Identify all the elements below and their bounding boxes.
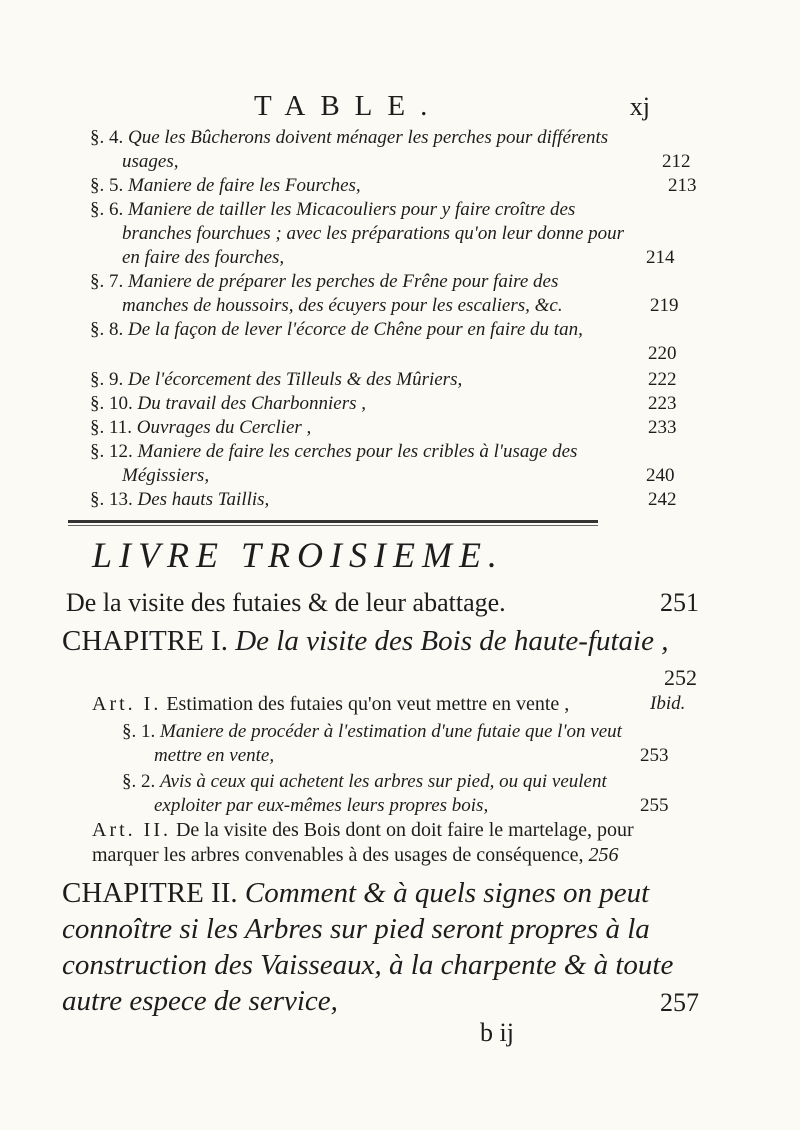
folio: xj: [629, 92, 650, 121]
page-number: 222: [648, 369, 677, 390]
toc-entry-cont: en faire des fourches,: [122, 247, 285, 268]
chapter-heading-cont: construction des Vaisseaux, à la charpente & à toute: [62, 949, 674, 981]
toc-entry: §. 5. Maniere de faire les Fourches,: [90, 175, 361, 196]
toc-entry-cont: Mégissiers,: [122, 465, 210, 486]
chapter-heading-cont: autre espece de service,: [62, 985, 338, 1017]
page-number: 255: [640, 795, 669, 816]
toc-entry: §. 2. Avis à ceux qui achetent les arbres sur pied, ou qui veulent: [122, 771, 607, 792]
double-rule-thin: [68, 525, 598, 526]
running-title: TABLE.: [254, 90, 443, 122]
toc-entry-cont: usages,: [122, 151, 179, 172]
article-entry: Art. I. Estimation des futaies qu'on veut mettre en vente ,: [92, 693, 570, 715]
page-number: 251: [660, 588, 699, 617]
toc-entry: §. 4. Que les Bûcherons doivent ménager les perches pour différents: [90, 127, 609, 148]
article-entry: Art. II. De la visite des Bois dont on doit faire le martelage, pour: [92, 819, 634, 841]
toc-entry: §. 7. Maniere de préparer les perches de Frêne pour faire des: [90, 271, 559, 292]
toc-entry-cont: mettre en vente,: [154, 745, 275, 766]
signature-mark: b ij: [480, 1018, 514, 1047]
toc-entry: §. 1. Maniere de procéder à l'estimation d'une futaie que l'on veut: [122, 721, 622, 742]
page-number: 257: [660, 988, 699, 1017]
toc-entry-cont: exploiter par eux-mêmes leurs propres bois,: [154, 795, 489, 816]
page-number: 242: [648, 489, 677, 510]
page-number: 223: [648, 393, 677, 414]
toc-entry-cont: branches fourchues ; avec les préparations qu'on leur donne pour: [122, 223, 625, 244]
toc-entry: §. 11. Ouvrages du Cerclier ,: [90, 417, 312, 438]
book-heading: LIVRE TROISIEME.: [92, 535, 504, 575]
toc-entry: §. 6. Maniere de tailler les Micacouliers pour y faire croître des: [90, 199, 576, 220]
page-number: 233: [648, 417, 677, 438]
chapter-heading: CHAPITRE I. De la visite des Bois de haute-futaie ,: [62, 625, 669, 657]
page-number: 220: [648, 343, 677, 364]
toc-entry: §. 9. De l'écorcement des Tilleuls & des Mûriers,: [90, 369, 463, 390]
toc-entry: §. 13. Des hauts Taillis,: [90, 489, 270, 510]
page-number: 214: [646, 247, 675, 268]
double-rule-thick: [68, 520, 598, 523]
page-number: 213: [668, 175, 697, 196]
toc-entry: §. 8. De la façon de lever l'écorce de Chêne pour en faire du tan,: [90, 319, 583, 340]
page-header: [250, 90, 650, 126]
page-number: 252: [664, 665, 697, 690]
chapter-heading-cont: connoître si les Arbres sur pied seront propres à la: [62, 913, 650, 945]
page-number: 219: [650, 295, 679, 316]
page-number: 253: [640, 745, 669, 766]
article-entry-cont: marquer les arbres convenables à des usages de conséquence, 256: [92, 844, 619, 866]
section-heading: De la visite des futaies & de leur abattage.: [66, 588, 506, 617]
page-number: 240: [646, 465, 675, 486]
page-number: 212: [662, 151, 691, 172]
toc-entry: §. 12. Maniere de faire les cerches pour les cribles à l'usage des: [90, 441, 578, 462]
chapter-heading: CHAPITRE II. Comment & à quels signes on peut: [62, 877, 650, 909]
toc-entry-cont: manches de houssoirs, des écuyers pour les escaliers, &c.: [122, 295, 563, 316]
toc-entry: §. 10. Du travail des Charbonniers ,: [90, 393, 367, 414]
page-number: Ibid.: [650, 693, 686, 714]
